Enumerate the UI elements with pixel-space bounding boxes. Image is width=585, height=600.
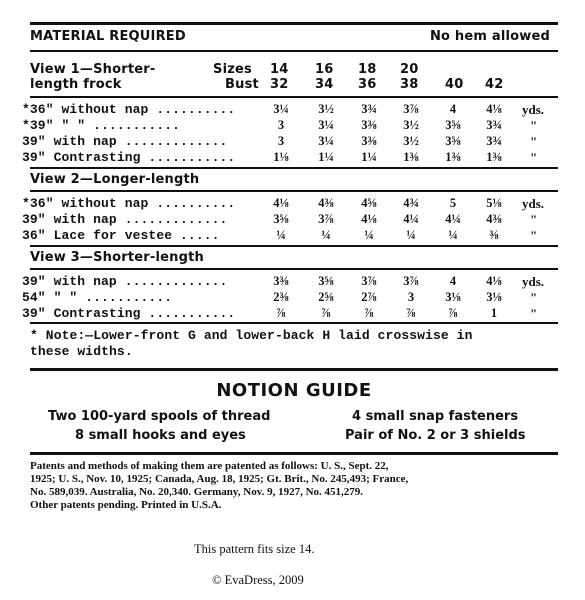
patents-line2: 1925; U. S., Nov. 10, 1925; Canada, Aug. 18, 1925; Gt. Brit., No. 245,493; France, — [30, 473, 409, 485]
notion-right-2: Pair of No. 2 or 3 shields — [345, 428, 526, 443]
view1-row-0-unit: yds. — [522, 102, 545, 117]
bust-col-3: 38 — [400, 77, 419, 92]
size-col-0: 14 — [270, 62, 289, 77]
view2-row-2-v3: ¼ — [406, 228, 416, 242]
view1-header-rule — [30, 96, 558, 98]
bust-label: Bust — [225, 77, 259, 92]
header-rule — [30, 50, 558, 52]
view1-row-3-v2: 1¼ — [361, 150, 377, 164]
view1-row-2-unit: " — [530, 134, 538, 149]
view1-row-2-v4: 3⅝ — [445, 134, 461, 148]
size-col-5: 42 — [485, 77, 504, 92]
top-rule — [30, 22, 558, 25]
view1-row-0-label: *36" without nap .......... — [22, 102, 236, 117]
view1-bottom-rule — [30, 167, 558, 169]
view1-row-1-v2: 3⅜ — [361, 118, 377, 132]
view3-row-1-v4: 3⅛ — [445, 290, 461, 304]
view2-row-0-v0: 4⅛ — [273, 196, 289, 210]
view3-row-2-label: 39" Contrasting ........... — [22, 306, 236, 321]
view2-row-1-v1: 3⅞ — [318, 212, 334, 226]
view2-row-2-v1: ¼ — [321, 228, 331, 242]
view3-row-2-v2: ⅞ — [364, 306, 374, 320]
view3-row-1-v3: 3 — [407, 290, 415, 304]
view2-row-2-v4: ¼ — [448, 228, 458, 242]
notion-left-1: Two 100-yard spools of thread — [48, 409, 271, 424]
view3-row-1-v5: 3⅛ — [486, 290, 502, 304]
view1-row-3-v5: 1⅜ — [486, 150, 502, 164]
view3-row-2-unit: " — [530, 306, 538, 321]
footnote-line2: these widths. — [30, 344, 133, 359]
view1-row-1-v5: 3¾ — [486, 118, 502, 132]
view1-row-3-label: 39" Contrasting ........... — [22, 150, 236, 165]
view3-row-0-v3: 3⅞ — [403, 274, 419, 288]
view2-row-2-label: 36" Lace for vestee ..... — [22, 228, 220, 243]
view2-row-0-v3: 4¾ — [403, 196, 419, 210]
view3-row-1-unit: " — [530, 290, 538, 305]
view2-row-2-v5: ⅜ — [489, 228, 499, 242]
view2-row-1-v0: 3⅝ — [273, 212, 289, 226]
view1-row-2-v1: 3¼ — [318, 134, 334, 148]
size-col-4: 40 — [445, 77, 464, 92]
material-required-title: MATERIAL REQUIRED — [30, 29, 186, 44]
view2-title: View 2—Longer-length — [30, 172, 200, 187]
view1-title-line1: View 1—Shorter- — [30, 62, 156, 77]
footnote-line1: * Note:—Lower-front G and lower-back H laid crosswise in — [30, 328, 473, 343]
view2-row-1-label: 39" with nap ............. — [22, 212, 228, 227]
view1-row-3-v4: 1⅜ — [445, 150, 461, 164]
view1-row-1-v3: 3½ — [403, 118, 419, 132]
size-col-2: 18 — [358, 62, 377, 77]
view1-row-1-unit: " — [530, 118, 538, 133]
view3-row-2-v3: ⅞ — [406, 306, 416, 320]
view2-row-0-v1: 4⅜ — [318, 196, 334, 210]
bust-col-1: 34 — [315, 77, 334, 92]
no-hem-note: No hem allowed — [429, 29, 550, 44]
view2-row-1-unit: " — [530, 212, 538, 227]
view1-row-1-v1: 3¼ — [318, 118, 334, 132]
notion-guide-title: NOTION GUIDE — [216, 380, 372, 401]
view2-row-2-unit: " — [530, 228, 538, 243]
bust-col-0: 32 — [270, 77, 289, 92]
view3-row-0-v2: 3⅞ — [361, 274, 377, 288]
view1-row-3-unit: " — [530, 150, 538, 165]
view3-row-0-v4: 4 — [449, 274, 457, 288]
view3-row-1-v2: 2⅞ — [361, 290, 377, 304]
patents-line4: Other patents pending. Printed in U.S.A. — [30, 499, 222, 511]
view2-row-0-v5: 5⅛ — [486, 196, 502, 210]
view1-row-1-v4: 3⅝ — [445, 118, 461, 132]
view3-row-2-v4: ⅞ — [448, 306, 458, 320]
view2-row-1-v3: 4¼ — [403, 212, 419, 226]
view1-row-3-v1: 1¼ — [318, 150, 334, 164]
view3-row-0-v5: 4⅛ — [486, 274, 502, 288]
view1-row-0-v0: 3¼ — [273, 102, 289, 116]
view1-row-2-v5: 3¾ — [486, 134, 502, 148]
view1-title-line2: length frock — [30, 77, 122, 92]
view1-row-1-v0: 3 — [277, 118, 285, 132]
view1-row-0-v5: 4⅛ — [486, 102, 502, 116]
sizes-label: Sizes — [213, 62, 252, 77]
view2-row-2-v2: ¼ — [364, 228, 374, 242]
view2-row-0-v2: 4⅝ — [361, 196, 377, 210]
view2-row-1-v2: 4⅛ — [361, 212, 377, 226]
view1-row-2-v2: 3⅜ — [361, 134, 377, 148]
view2-row-0-unit: yds. — [522, 196, 545, 211]
view2-header-rule — [30, 190, 558, 192]
view1-row-3-v3: 1⅜ — [403, 150, 419, 164]
view1-row-2-label: 39" with nap ............. — [22, 134, 228, 149]
view1-row-1-label: *39" " " ........... — [22, 118, 181, 133]
patents-top-rule — [30, 452, 558, 455]
view1-row-2-v3: 3½ — [403, 134, 419, 148]
view1-row-0-v4: 4 — [449, 102, 457, 116]
notion-right-1: 4 small snap fasteners — [352, 409, 519, 424]
view2-row-2-v0: ¼ — [276, 228, 286, 242]
view3-row-0-v1: 3⅝ — [318, 274, 334, 288]
view1-row-2-v0: 3 — [277, 134, 285, 148]
view2-row-0-label: *36" without nap .......... — [22, 196, 236, 211]
view3-bottom-rule — [30, 322, 558, 324]
view1-row-0-v2: 3¾ — [361, 102, 377, 116]
notion-top-rule — [30, 368, 558, 371]
view3-row-2-v5: 1 — [490, 306, 498, 320]
view3-row-2-v1: ⅞ — [321, 306, 331, 320]
view3-row-0-label: 39" with nap ............. — [22, 274, 228, 289]
patents-line1: Patents and methods of making them are patented as follows: U. S., Sept. 22, — [30, 460, 389, 472]
view3-row-0-v0: 3⅜ — [273, 274, 289, 288]
view3-row-1-label: 54" " " ........... — [22, 290, 173, 305]
fit-caption: This pattern fits size 14. — [194, 542, 315, 556]
view3-row-1-v0: 2⅜ — [273, 290, 289, 304]
notion-left-2: 8 small hooks and eyes — [75, 428, 246, 443]
view1-row-3-v0: 1⅛ — [273, 150, 289, 164]
size-col-1: 16 — [315, 62, 334, 77]
view2-bottom-rule — [30, 245, 558, 247]
view3-row-0-unit: yds. — [522, 274, 545, 289]
size-col-3: 20 — [400, 62, 419, 77]
view3-row-1-v1: 2⅝ — [318, 290, 334, 304]
view3-header-rule — [30, 268, 558, 270]
view2-row-1-v4: 4¼ — [445, 212, 461, 226]
patents-line3: No. 589,039. Australia, No. 20,340. Germany, Nov. 9, 1927, No. 451,279. — [30, 486, 364, 498]
view3-title: View 3—Shorter-length — [30, 250, 204, 265]
view2-row-0-v4: 5 — [449, 196, 457, 210]
bust-col-2: 36 — [358, 77, 377, 92]
view3-row-2-v0: ⅞ — [276, 306, 286, 320]
view1-row-0-v1: 3½ — [318, 102, 334, 116]
view2-row-1-v5: 4⅜ — [486, 212, 502, 226]
copyright-caption: © EvaDress, 2009 — [212, 573, 304, 587]
view1-row-0-v3: 3⅞ — [403, 102, 419, 116]
